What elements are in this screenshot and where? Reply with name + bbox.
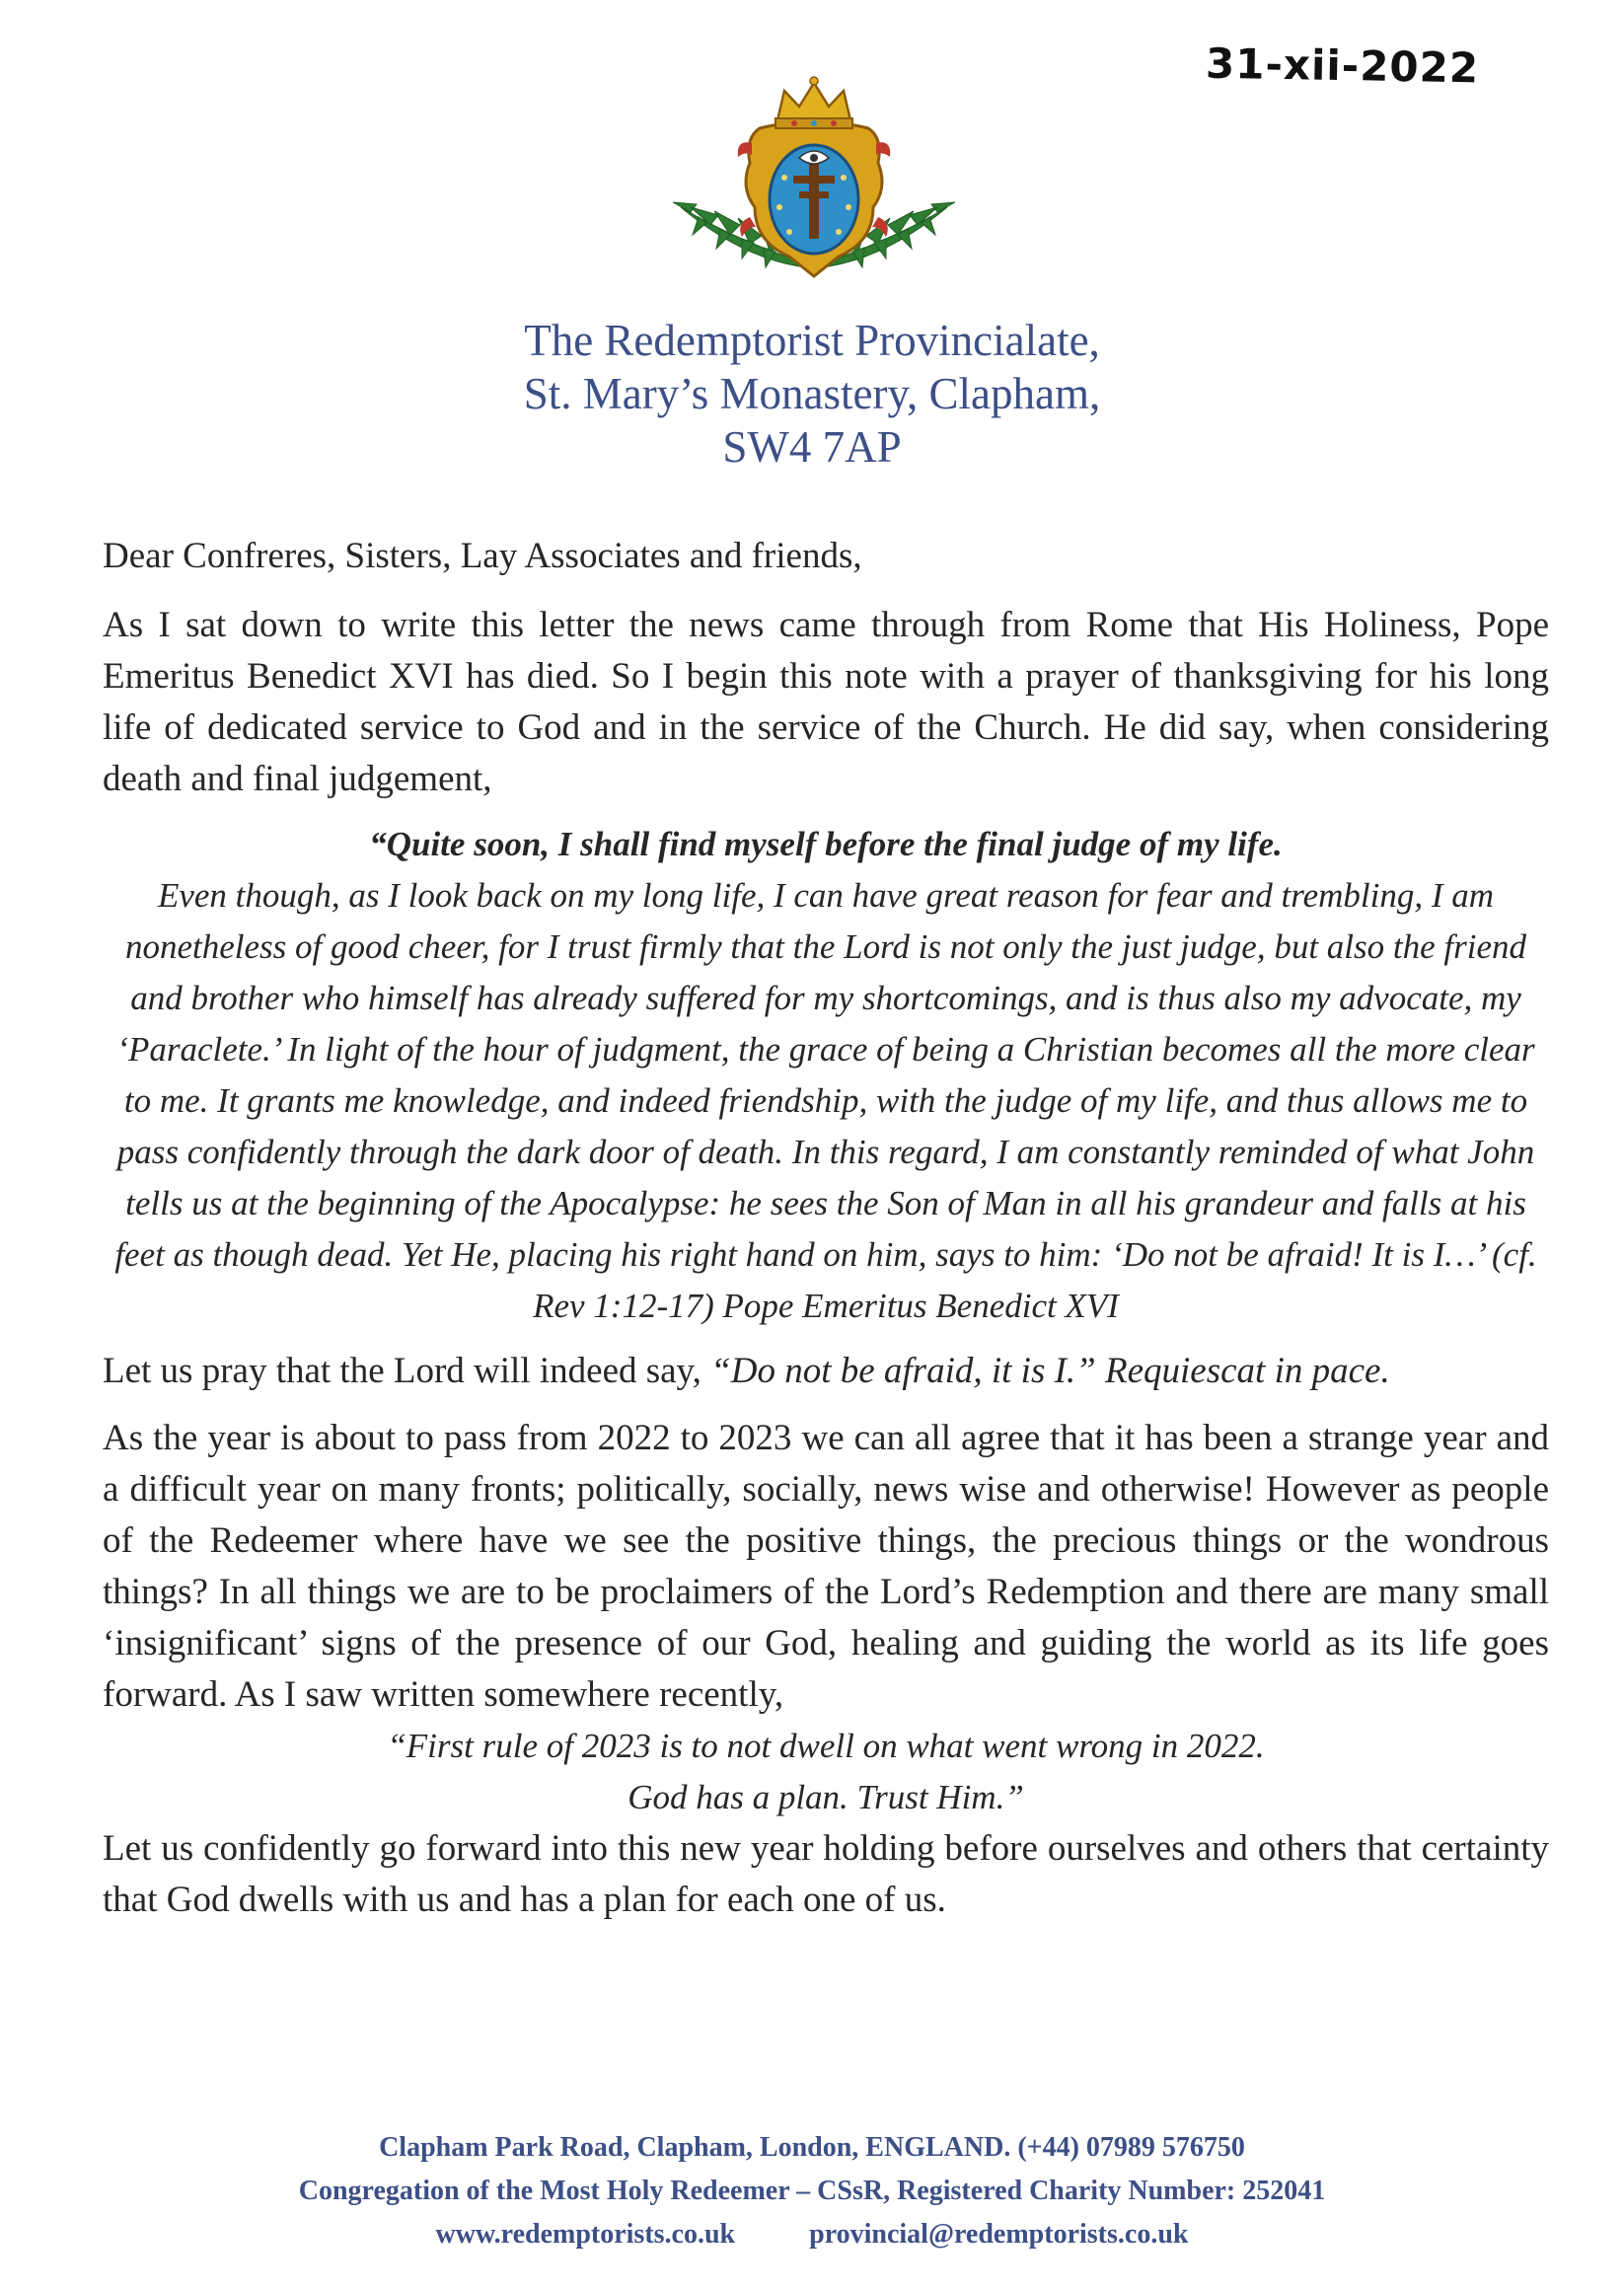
email-link[interactable]: provincial@redemptorists.co.uk (809, 2219, 1189, 2250)
paragraph-4: Let us confidently go forward into this new year holding before ourselves and others that certainty that God dwells with us and has a plan for each one of us. (103, 1828, 1549, 1920)
paragraph-2-italic: “Do not be afraid, it is I.” Requiescat in pace. (710, 1351, 1390, 1391)
new-year-quote-line-1: “First rule of 2023 is to not dwell on what went wrong in 2022. (387, 1727, 1265, 1765)
quote-opening: “Quite soon, I shall find myself before the final judge of my life. (369, 825, 1283, 863)
footer-links (0, 2213, 1624, 2256)
quote-body: Even though, as I look back on my long life, I can have great reason for fear and trembling, I am nonetheless of good cheer, for I trust firmly that the Lord is not only the just judge, but also the friend and brother who himself has already suffered for my shortcomings, and is thus also my advocate, my ‘Paraclete.’ In light of the hour of judgment, the grace of being a Christian becomes all the more clear to me. It grants me knowledge, and indeed friendship, with the judge of my life, and thus allows me to pass confidently through the dark door of death. In this regard, I am constantly reminded of what John tells us at the beginning of the Apocalypse: he sees the Son of Man in all his grandeur and falls at his feet as though dead. Yet He, placing his right hand on him, says to him: ‘Do not be afraid! It is I…’ (cf. Rev 1:12-17) Pope Emeritus Benedict XVI (114, 876, 1537, 1325)
footer (0, 2126, 1624, 2256)
new-year-quote-line-2: God has a plan. Trust Him.” (627, 1778, 1024, 1816)
letterhead-line-1: The Redemptorist Provincialate, (524, 316, 1100, 365)
website-link[interactable]: www.redemptorists.co.uk (435, 2219, 736, 2250)
paragraph-3: As the year is about to pass from 2022 to 2023 we can all agree that it has been a strange year and a difficult year on many fronts; politically, socially, news wise and otherwise! However as people of the Redeemer where have we see the positive things, the precious things or the wondrous things? In all things we are to be proclaimers of the Lord’s Redemption and there are many small ‘insignificant’ signs of the presence of our God, healing and guiding the world as its life goes forward. As I saw written somewhere recently, (103, 1418, 1549, 1715)
benedict-quote (103, 819, 1549, 1332)
footer-address: Clapham Park Road, Clapham, London, ENGLAND. (+44) 07989 576750 (379, 2132, 1245, 2163)
paragraph-2 (103, 1346, 1549, 1397)
salutation: Dear Confreres, Sisters, Lay Associates and friends, (103, 536, 862, 576)
paragraph-2-text: Let us pray that the Lord will indeed say, (103, 1351, 711, 1391)
redemptorist-crest-icon (651, 69, 977, 306)
letter-body (103, 531, 1549, 1926)
handwritten-date: 31-xii-2022 (1205, 38, 1480, 93)
letterhead (0, 314, 1624, 474)
letterhead-line-3: SW4 7AP (722, 422, 902, 472)
paragraph-1: As I sat down to write this letter the news came through from Rome that His Holiness, Pope Emeritus Benedict XVI has died. So I begin this note with a prayer of thanksgiving for his long life of dedicated service to God and in the service of the Church. He did say, when considering death and final judgement, (103, 605, 1549, 799)
letterhead-line-2: St. Mary’s Monastery, Clapham, (523, 369, 1101, 418)
footer-charity: Congregation of the Most Holy Redeemer – CSsR, Registered Charity Number: 252041 (298, 2176, 1326, 2206)
new-year-quote (103, 1721, 1549, 1823)
